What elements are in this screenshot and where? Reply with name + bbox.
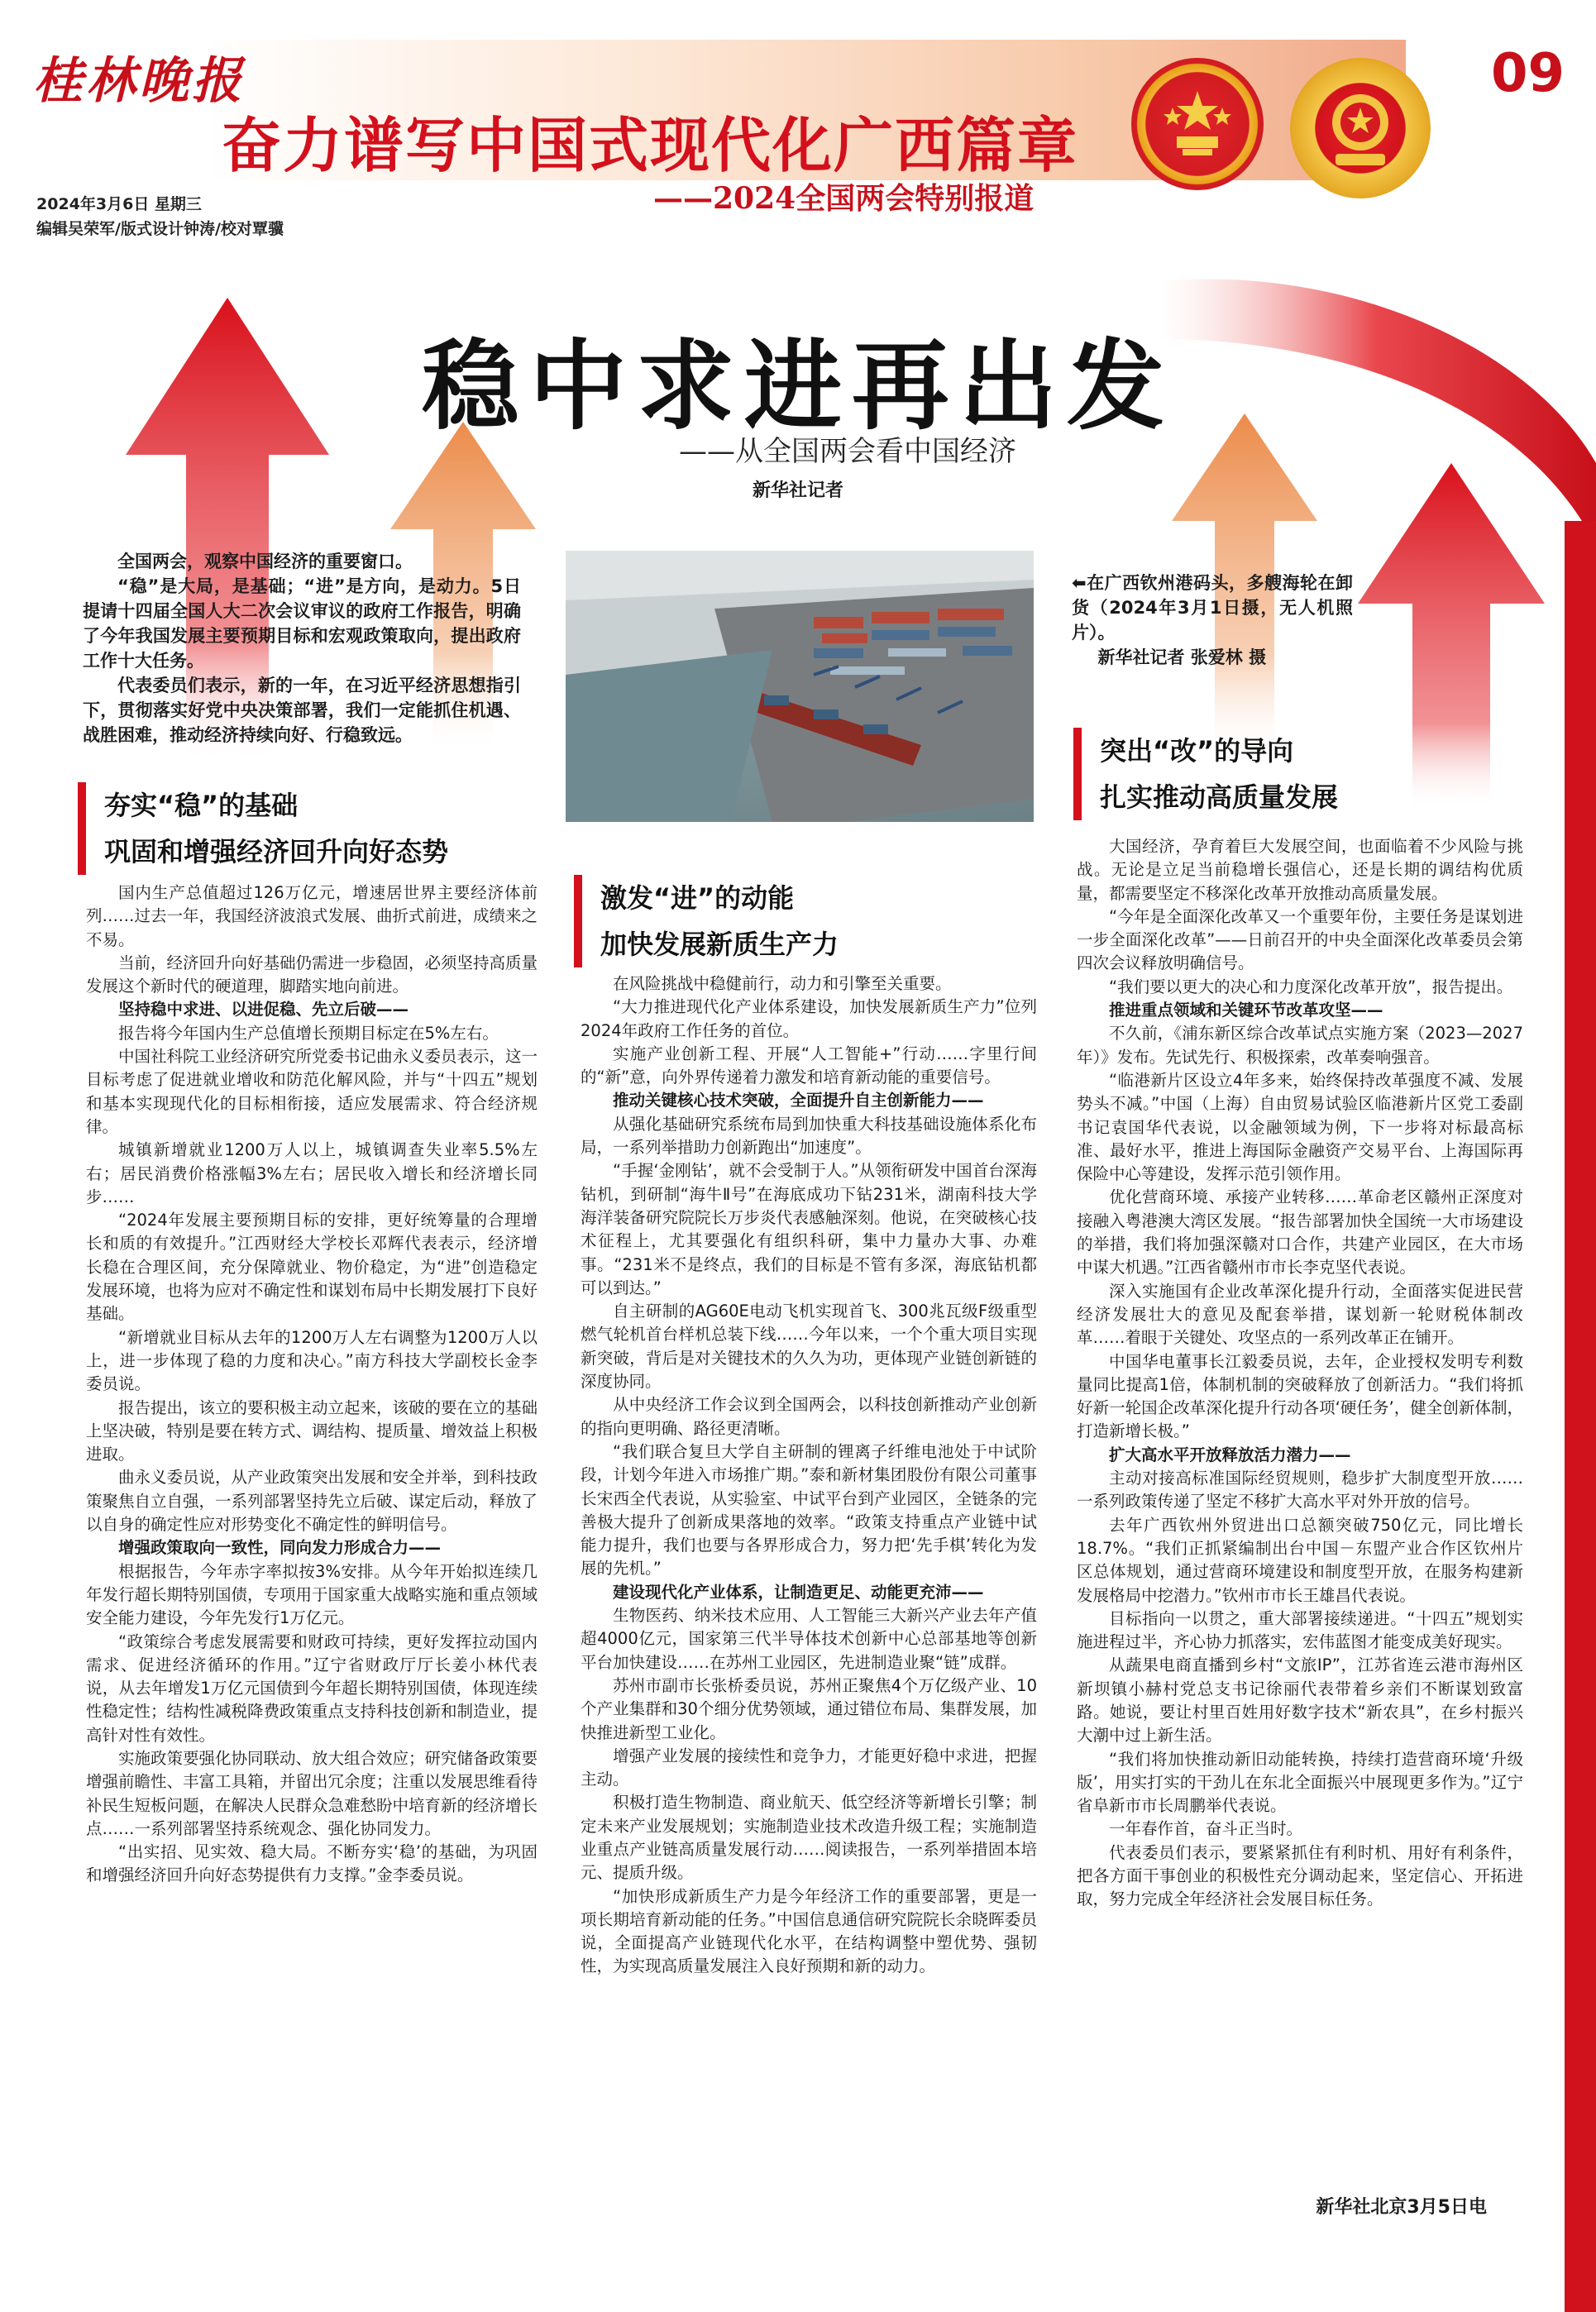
body-lead-in: 增强政策取向一致性，同向发力形成合力—— (118, 1538, 442, 1558)
body-lead-in: 坚持稳中求进、以进促稳、先立后破—— (118, 1000, 409, 1020)
body-paragraph: “加快形成新质生产力是今年经济工作的重要部署，更是一项长期培育新动能的任务。”中国信息通信研究院院长余晓晖委员说，全面提高产业链现代化水平，在结构调整中塑优势、强韧性，为实现高质量发展注入良好预期和新的动力。 (581, 1886, 1037, 1976)
body-lead-in: 建设现代化产业体系，让制造更足、动能更充沛—— (613, 1582, 984, 1602)
page-number: 09 (1490, 43, 1565, 104)
body-paragraph: 优化营商环境、承接产业转移……革命老区赣州正深度对接融入粤港澳大湾区发展。“报告部署加快全国统一大市场建设的举措，我们将加强深赣对口合作，共建产业园区，在大市场中谋大机遇。”江西省赣州市市长李克坚代表说。 (1077, 1187, 1523, 1278)
caption-credit: 新华社记者 张爱林 摄 (1097, 647, 1267, 667)
section1-heading-line2: 巩固和增强经济回升向好态势 (104, 836, 449, 867)
body-paragraph: 深入实施国有企业改革深化提升行动，全面落实促进民营经济发展壮大的意见及配套举措，谋划新一轮财税体制改革……着眼于关键处、攻坚点的一系列改革正在铺开。 (1077, 1281, 1523, 1348)
body-paragraph: “新增就业目标从去年的1200万人左右调整为1200万人以上，进一步体现了稳的力度和决心。”南方科技大学副校长金李委员说。 (86, 1327, 538, 1394)
body-paragraph: 当前，经济回升向好基础仍需进一步稳固，必须坚持高质量发展这个新时代的硬道理，脚踏实地向前进。 (86, 953, 538, 996)
editor-credits: 编辑吴荣军/版式设计钟涛/校对覃骥 (36, 220, 284, 238)
body-paragraph: 主动对接高标准国际经贸规则，稳步扩大制度型开放……一系列政策传递了坚定不移扩大高水平对外开放的信号。 (1077, 1469, 1523, 1512)
section-title: 奋力谱写中国式现代化广西篇章 (222, 111, 1079, 180)
issue-date: 2024年3月6日 星期三 (36, 195, 202, 213)
body-paragraph: 增强产业发展的接续性和竞争力，才能更好稳中求进，把握主动。 (581, 1746, 1037, 1789)
body-paragraph: “临港新片区设立4年多来，始终保持改革强度不减、发展势头不减。”中国（上海）自由贸易试验区临港新片区党工委副书记袁国华代表说，以金融领域为例，下一步将对标最高标准、最好水平，推进上海国际金融资产交易平台、上海国际再保险中心等建设，发挥示范引领作用。 (1077, 1070, 1523, 1184)
body-paragraph: 实施政策要强化协同联动、放大组合效应；研究储备政策要增强前瞻性、丰富工具箱，并留出冗余度；注重以发展思维看待补民生短板问题，在解决人民群众急难愁盼中培育新的经济增长点……一系列部署坚持系统观念、强化协同发力。 (86, 1748, 538, 1838)
body-paragraph: “手握‘金刚钻’，就不会受制于人。”从领衔研发中国首台深海钻机，到研制“海牛Ⅱ号”在海底成功下钻231米，湖南科技大学海洋装备研究院院长万步炎代表感触深刻。他说，在突破核心技术征程上，尤其要强化有组织科研，集中力量办大事、办难事。“231米不是终点，我们的目标是不管有多深，海底钻机都可以到达。” (581, 1161, 1037, 1297)
lead-paragraph: 全国两会，观察中国经济的重要窗口。 (117, 552, 413, 571)
section3-body (1077, 835, 1523, 1912)
lead-paragraph: 代表委员们表示，新的一年，在习近平经济思想指引下，贯彻落实好党中央决策部署，我们一定能抓住机遇、战胜困难，推动经济持续向好、行稳致远。 (83, 676, 521, 745)
section-subtitle: ——2024全国两会特别报道 (653, 181, 1035, 216)
caption-text: ⬅在广西钦州港码头，多艘海轮在卸货（2024年3月1日摄，无人机照片）。 (1072, 573, 1353, 642)
body-paragraph: 苏州市副市长张桥委员说，苏州正聚焦4个万亿级产业、10个产业集群和30个细分优势领域，通过错位布局、集群发展，加快推进新型工业化。 (581, 1675, 1037, 1742)
article-lead (83, 549, 521, 748)
body-lead-in: 扩大高水平开放释放活力潜力—— (1109, 1445, 1351, 1464)
article-headline: 稳中求进再出发 (421, 328, 1174, 443)
section1-heading (78, 782, 448, 875)
article-subheadline: ——从全国两会看中国经济 (679, 435, 1016, 468)
body-paragraph: “大力推进现代化产业体系建设，加快发展新质生产力”位列2024年政府工作任务的首位。 (581, 997, 1037, 1040)
lead-paragraph: “稳”是大局，是基础；“进”是方向，是动力。5日提请十四届全国人大二次会议审议的政府工作报告，明确了今年我国发展主要预期目标和宏观政策取向，提出政府工作十大任务。 (83, 576, 521, 671)
body-paragraph: “政策综合考虑发展需要和财政可持续，更好发挥拉动国内需求、促进经济循环的作用。”辽宁省财政厅厅长姜小林代表说，从去年增发1万亿元国债到今年超长期特别国债，体现连续性稳定性；结构性减税降费政策重点支持科技创新和制造业，提高针对性有效性。 (86, 1631, 538, 1745)
body-paragraph: 在风险挑战中稳健前行，动力和引擎至关重要。 (613, 974, 952, 993)
body-paragraph: 从蔬果电商直播到乡村“文旅IP”，江苏省连云港市海州区新坝镇小赫村党总支书记徐丽代表带着乡亲们不断谋划致富路。她说，要让村里百姓用好数字技术“新农具”，在乡村振兴大潮中过上新生活。 (1077, 1655, 1523, 1746)
photo-caption (1072, 571, 1353, 670)
section2-body (581, 972, 1037, 1979)
body-paragraph: 自主研制的AG60E电动飞机实现首飞、300兆瓦级F级重型燃气轮机首台样机总装下线……今年以来，一个个重大项目实现新突破，背后是对关键技术的久久为功，更体现产业链创新链的深度协同。 (581, 1302, 1037, 1392)
cppcc-emblem-icon (1290, 58, 1431, 198)
national-emblem-icon (1131, 58, 1264, 190)
body-paragraph: 中国华电董事长江毅委员说，去年，企业授权发明专利数量同比提高1倍，体制机制的突破释放了创新活力。“我们将抓好新一轮国企改革深化提升行动各项‘硬任务’，健全创新体制，打造新增长极。” (1077, 1351, 1523, 1441)
section1-heading-line1: 夯实“稳”的基础 (104, 790, 299, 821)
section3-heading-line2: 扎实推动高质量发展 (1100, 781, 1339, 813)
section1-body (86, 881, 538, 1888)
body-paragraph: “今年是全面深化改革又一个重要年份，主要任务是谋划进一步全面深化改革”——日前召开的中央全面深化改革委员会第四次会议释放明确信号。 (1077, 906, 1523, 973)
body-paragraph: 一年春作首，奋斗正当时。 (1109, 1819, 1303, 1839)
body-paragraph: 从中央经济工作会议到全国两会，以科技创新推动产业创新的指向更明确、路径更清晰。 (581, 1395, 1037, 1438)
body-lead-in: 推动关键核心技术突破，全面提升自主创新能力—— (613, 1091, 984, 1111)
body-paragraph: 城镇新增就业1200万人以上，城镇调查失业率5.5%左右；居民消费价格涨幅3%左右；居民收入增长和经济增长同步…… (86, 1140, 538, 1206)
section2-heading (574, 875, 839, 967)
section3-heading-line1: 突出“改”的导向 (1100, 735, 1294, 767)
body-paragraph: 报告将今年国内生产总值增长预期目标定在5%左右。 (118, 1023, 499, 1043)
section2-heading-line2: 加快发展新质生产力 (600, 929, 839, 960)
body-paragraph: 去年广西钦州外贸进出口总额突破750亿元，同比增长18.7%。“我们正抓紧编制出台中国－东盟产业合作区钦州片区总体规划，通过营商环境建设和制度型开放，在服务构建新发展格局中挖潜力。”钦州市市长王雄昌代表说。 (1077, 1515, 1523, 1605)
body-paragraph: 代表委员们表示，要紧紧抓住有利时机、用好有利条件，把各方面干事创业的积极性充分调动起来，坚定信心、开拓进取，努力完成全年经济社会发展目标任务。 (1077, 1842, 1523, 1909)
body-paragraph: 国内生产总值超过126万亿元，增速居世界主要经济体前列……过去一年，我国经济波浪式发展、曲折式前进，成绩来之不易。 (86, 883, 538, 949)
body-paragraph: “我们将加快推动新旧动能转换，持续打造营商环境‘升级版’，用实打实的干劲儿在东北全面振兴中展现更多作为。”辽宁省阜新市市长周鹏举代表说。 (1077, 1749, 1523, 1816)
body-paragraph: 生物医药、纳米技术应用、人工智能三大新兴产业去年产值超4000亿元，国家第三代半导体技术创新中心总部基地等创新平台加快建设……在苏州工业园区，先进制造业聚“链”成群。 (581, 1606, 1037, 1672)
body-paragraph: 不久前，《浦东新区综合改革试点实施方案（2023—2027年）》发布。先试先行、积极探索，改革奏响强音。 (1077, 1024, 1523, 1067)
body-paragraph: 曲永义委员说，从产业政策突出发展和安全并举，到科技政策聚焦自立自强，一系列部署坚持先立后破、谋定后动，释放了以自身的确定性应对形势变化不确定性的鲜明信号。 (86, 1468, 538, 1535)
body-paragraph: 实施产业创新工程、开展“人工智能+”行动……字里行间的“新”意，向外界传递着力激发和培育新动能的重要信号。 (581, 1044, 1037, 1087)
body-paragraph: 大国经济，孕育着巨大发展空间，也面临着不少风险与挑战。无论是立足当前稳增长强信心，还是长期的调结构优质量，都需要坚定不移深化改革开放推动高质量发展。 (1077, 837, 1523, 903)
section2-heading-line1: 激发“进”的动能 (600, 882, 795, 914)
article-byline: 新华社记者 (752, 480, 843, 501)
article-dateline: 新华社北京3月5日电 (1316, 2197, 1487, 2218)
body-paragraph: “出实招、见实效、稳大局。不断夯实‘稳’的基础，为巩固和增强经济回升向好态势提供有力支撑。”金李委员说。 (86, 1842, 538, 1885)
body-paragraph: 从强化基础研究系统布局到加快重大科技基础设施体系化布局，一系列举措助力创新跑出“加速度”。 (581, 1114, 1037, 1158)
body-paragraph: 报告提出，该立的要积极主动立起来，该破的要在立的基础上坚决破，特别是要在转方式、调结构、提质量、增效益上积极进取。 (86, 1397, 538, 1464)
section3-heading (1073, 728, 1338, 820)
body-paragraph: 积极打造生物制造、商业航天、低空经济等新增长引擎；制定未来产业发展规划；实施制造业技术改造升级工程；实施制造业重点产业链高质量发展行动……阅读报告，一系列举措固本培元、提质升级。 (581, 1793, 1037, 1883)
body-lead-in: 推进重点领域和关键环节改革攻坚—— (1109, 1001, 1383, 1020)
body-paragraph: “我们要以更大的决心和力度深化改革开放”，报告提出。 (1109, 977, 1513, 996)
body-paragraph: “我们联合复旦大学自主研制的锂离子纤维电池处于中试阶段，计划今年进入市场推广期。”泰和新材集团股份有限公司董事长宋西全代表说，从实验室、中试平台到产业园区，全链条的完善极大提升了创新成果落地的效率。“政策支持重点产业链中试能力提升，我们也要与各界形成合力，努力把‘先手棋’转化为发展的先机。” (581, 1441, 1037, 1579)
body-paragraph: 根据报告，今年赤字率拟按3%安排。从今年开始拟连续几年发行超长期特别国债，专项用于国家重大战略实施和重点领域安全能力建设，今年先发行1万亿元。 (86, 1561, 538, 1628)
body-paragraph: 中国社科院工业经济研究所党委书记曲永义委员表示，这一目标考虑了促进就业增收和防范化解风险，并与“十四五”规划和基本实现现代化的目标相衔接，适应发展需求、符合经济规律。 (86, 1047, 538, 1136)
port-aerial-photo (566, 551, 1034, 822)
body-paragraph: “2024年发展主要预期目标的安排，更好统筹量的合理增长和质的有效提升。”江西财经大学校长邓辉代表表示，经济增长稳在合理区间，充分保障就业、物价稳定，为“进”创造稳定发展环境，也将为应对不确定性和谋划布局中长期发展打下良好基础。 (86, 1211, 538, 1324)
body-paragraph: 目标指向一以贯之，重大部署接续递进。“十四五”规划实施进程过半，齐心协力抓落实，宏伟蓝图才能变成美好现实。 (1077, 1608, 1523, 1652)
masthead-logo: 桂林晚报 (33, 52, 245, 110)
